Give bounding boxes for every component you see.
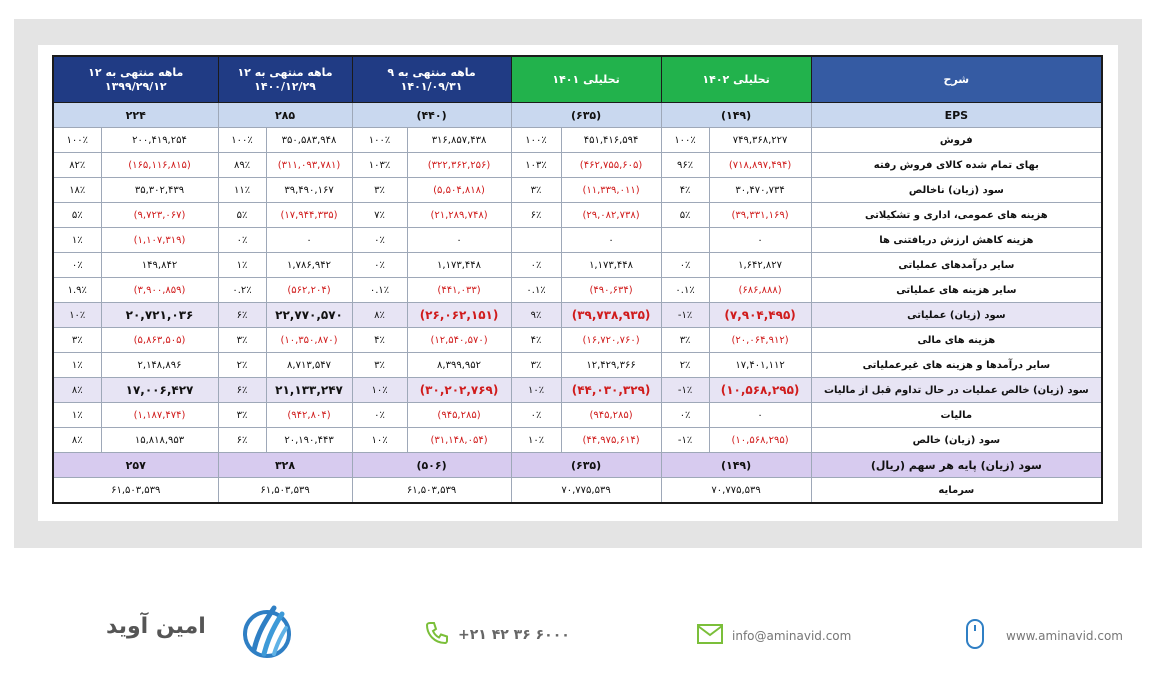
summary-value: ۲۲۴ — [53, 103, 218, 128]
percent-cell: ۵٪ — [661, 203, 709, 228]
value-cell: ۳۰,۴۷۰,۷۳۴ — [709, 178, 811, 203]
summary-value: (۵۰۶) — [352, 453, 511, 478]
row-label: هزینه کاهش ارزش دریافتنی ها — [811, 228, 1102, 253]
value-cell: ۱۵,۸۱۸,۹۵۳ — [101, 428, 218, 453]
value-cell: (۹۴۲,۸۰۴) — [266, 403, 352, 428]
value-cell: (۹,۷۲۳,۰۶۷) — [101, 203, 218, 228]
table-row — [53, 378, 1102, 403]
column-header-desc: شرح — [811, 56, 1102, 103]
value-cell: ۰ — [407, 228, 511, 253]
percent-cell: ۰٪ — [352, 403, 407, 428]
percent-cell: ۰.۱٪ — [661, 278, 709, 303]
row-label: سود (زیان) خالص — [811, 428, 1102, 453]
value-cell: (۱۶,۷۲۰,۷۶۰) — [561, 328, 661, 353]
percent-cell: ۳٪ — [511, 353, 561, 378]
value-cell: ۴۵۱,۴۱۶,۵۹۴ — [561, 128, 661, 153]
summary-value: ۶۱,۵۰۳,۵۳۹ — [352, 478, 511, 504]
value-cell: (۱۷,۹۴۴,۳۳۵) — [266, 203, 352, 228]
percent-cell — [661, 228, 709, 253]
row-label: بهای تمام شده کالای فروش رفته — [811, 153, 1102, 178]
row-label: سود (زیان) ناخالص — [811, 178, 1102, 203]
value-cell: ۳۵۰,۵۸۳,۹۴۸ — [266, 128, 352, 153]
percent-cell: ۸۲٪ — [53, 153, 101, 178]
value-cell: ۲۱,۱۳۳,۲۴۷ — [266, 378, 352, 403]
percent-cell: ۲٪ — [661, 353, 709, 378]
value-cell: (۳۱۱,۰۹۳,۷۸۱) — [266, 153, 352, 178]
logo-text: امین آوید — [106, 614, 206, 639]
value-cell: ۰ — [709, 228, 811, 253]
table-row — [53, 178, 1102, 203]
percent-cell: ۵٪ — [218, 203, 266, 228]
eps-base-row — [53, 453, 1102, 478]
percent-cell: ۳٪ — [352, 353, 407, 378]
table-row — [53, 353, 1102, 378]
table-row — [53, 128, 1102, 153]
percent-cell: ۱٪ — [53, 403, 101, 428]
percent-cell: ۰٪ — [218, 228, 266, 253]
percent-cell: ۹٪ — [511, 303, 561, 328]
percent-cell: ۱۸٪ — [53, 178, 101, 203]
percent-cell — [511, 228, 561, 253]
table-row — [53, 328, 1102, 353]
value-cell: ۳۵,۳۰۲,۴۳۹ — [101, 178, 218, 203]
percent-cell: ۱٪ — [218, 253, 266, 278]
value-cell: (۲۰,۰۶۴,۹۱۲) — [709, 328, 811, 353]
value-cell: ۲۰,۱۹۰,۴۴۳ — [266, 428, 352, 453]
table-row — [53, 403, 1102, 428]
row-label: سود (زیان) عملیاتی — [811, 303, 1102, 328]
value-cell: ۱,۶۴۲,۸۲۷ — [709, 253, 811, 278]
table-row — [53, 153, 1102, 178]
percent-cell: ۱۰٪ — [511, 378, 561, 403]
value-cell: ۳۱۶,۸۵۷,۴۳۸ — [407, 128, 511, 153]
percent-cell: ۱۰٪ — [511, 428, 561, 453]
value-cell: (۲۹,۰۸۲,۷۳۸) — [561, 203, 661, 228]
column-header: ۱۲ ماهه منتهی به ۱۴۰۰/۱۲/۲۹ — [218, 56, 352, 103]
value-cell: (۳۰,۲۰۲,۷۶۹) — [407, 378, 511, 403]
value-cell: ۱۷,۴۰۱,۱۱۲ — [709, 353, 811, 378]
row-label: سرمایه — [811, 478, 1102, 504]
percent-cell: ۹۶٪ — [661, 153, 709, 178]
percent-cell: ۸٪ — [352, 303, 407, 328]
value-cell: ۷۴۹,۳۶۸,۲۲۷ — [709, 128, 811, 153]
value-cell: ۲۰,۷۲۱,۰۳۶ — [101, 303, 218, 328]
value-cell: (۱۶۵,۱۱۶,۸۱۵) — [101, 153, 218, 178]
value-cell: ۲۰۰,۴۱۹,۲۵۴ — [101, 128, 218, 153]
value-cell: (۱,۱۰۷,۳۱۹) — [101, 228, 218, 253]
percent-cell: ۶٪ — [511, 203, 561, 228]
value-cell: (۳۹,۷۳۸,۹۳۵) — [561, 303, 661, 328]
value-cell: (۷,۹۰۴,۴۹۵) — [709, 303, 811, 328]
amin-avid-logo-icon — [240, 602, 294, 666]
percent-cell: ۸٪ — [53, 378, 101, 403]
value-cell: (۴۹۰,۶۳۴) — [561, 278, 661, 303]
percent-cell: ۳٪ — [511, 178, 561, 203]
summary-value: ۷۰,۷۷۵,۵۳۹ — [511, 478, 661, 504]
summary-value: ۷۰,۷۷۵,۵۳۹ — [661, 478, 811, 504]
percent-cell: ۰.۲٪ — [218, 278, 266, 303]
row-label: سایر درآمدها و هزینه های غیرعملیاتی — [811, 353, 1102, 378]
value-cell: (۱۰,۵۶۸,۲۹۵) — [709, 378, 811, 403]
value-cell: ۲۲,۷۷۰,۵۷۰ — [266, 303, 352, 328]
column-header: ۹ ماهه منتهی به ۱۴۰۱/۰۹/۳۱ — [352, 56, 511, 103]
percent-cell: ۰٪ — [661, 403, 709, 428]
value-cell: (۱۲,۵۴۰,۵۷۰) — [407, 328, 511, 353]
percent-cell: ۳٪ — [218, 328, 266, 353]
value-cell: (۱۰,۳۵۰,۸۷۰) — [266, 328, 352, 353]
row-label: سایر درآمدهای عملیاتی — [811, 253, 1102, 278]
percent-cell: ۳٪ — [53, 328, 101, 353]
table-row — [53, 253, 1102, 278]
value-cell: (۳,۹۰۰,۸۵۹) — [101, 278, 218, 303]
mail-icon — [696, 622, 724, 649]
row-label: سایر هزینه های عملیاتی — [811, 278, 1102, 303]
website-contact[interactable] — [964, 618, 1123, 653]
percent-cell: ۰٪ — [661, 253, 709, 278]
percent-cell: ۰٪ — [352, 228, 407, 253]
eps-row — [53, 103, 1102, 128]
percent-cell: ۱۱٪ — [218, 178, 266, 203]
phone-contact[interactable] — [424, 620, 570, 649]
value-cell: (۱,۱۸۷,۴۷۴) — [101, 403, 218, 428]
row-label: سود (زیان) خالص عملیات در حال تداوم قبل از مالیات — [811, 378, 1102, 403]
value-cell: ۱۴۹,۸۴۲ — [101, 253, 218, 278]
value-cell: ۱,۱۷۳,۴۴۸ — [561, 253, 661, 278]
percent-cell: ۸٪ — [53, 428, 101, 453]
value-cell: (۳۱,۱۴۸,۰۵۴) — [407, 428, 511, 453]
percent-cell: ۷٪ — [352, 203, 407, 228]
value-cell: (۴۴,۹۷۵,۶۱۴) — [561, 428, 661, 453]
value-cell: ۰ — [709, 403, 811, 428]
percent-cell: ۴٪ — [352, 328, 407, 353]
table-row — [53, 303, 1102, 328]
value-cell: (۵,۵۰۴,۸۱۸) — [407, 178, 511, 203]
header-row — [53, 56, 1102, 103]
percent-cell: ۳٪ — [352, 178, 407, 203]
mouse-icon — [964, 618, 986, 653]
value-cell: ۱۷,۰۰۶,۴۲۷ — [101, 378, 218, 403]
summary-value: ۶۱,۵۰۳,۵۳۹ — [53, 478, 218, 504]
percent-cell: ۱٪ — [53, 228, 101, 253]
summary-value: ۲۸۵ — [218, 103, 352, 128]
percent-cell: ۸۹٪ — [218, 153, 266, 178]
summary-value: ۶۱,۵۰۳,۵۳۹ — [218, 478, 352, 504]
percent-cell: ۶٪ — [218, 303, 266, 328]
percent-cell: ۱۰۳٪ — [511, 153, 561, 178]
percent-cell: ۱٪ — [53, 353, 101, 378]
percent-cell: ۱۰٪ — [53, 303, 101, 328]
percent-cell: ۲٪ — [218, 353, 266, 378]
value-cell: (۶۸۶,۸۸۸) — [709, 278, 811, 303]
percent-cell: ۰.۱٪ — [511, 278, 561, 303]
value-cell: (۴۴,۰۳۰,۳۲۹) — [561, 378, 661, 403]
percent-cell: -۱٪ — [661, 303, 709, 328]
percent-cell: ۱۰۰٪ — [511, 128, 561, 153]
summary-value: (۱۴۹) — [661, 453, 811, 478]
percent-cell: ۱۰٪ — [352, 378, 407, 403]
website-url: www.aminavid.com — [1006, 628, 1123, 643]
percent-cell: ۱۰۰٪ — [218, 128, 266, 153]
value-cell: (۵۶۲,۲۰۴) — [266, 278, 352, 303]
percent-cell: ۶٪ — [218, 378, 266, 403]
percent-cell: ۱۰۰٪ — [352, 128, 407, 153]
value-cell: ۸,۷۱۳,۵۴۷ — [266, 353, 352, 378]
value-cell: ۰ — [266, 228, 352, 253]
percent-cell: ۱۰۰٪ — [53, 128, 101, 153]
value-cell: (۴۶۲,۷۵۵,۶۰۵) — [561, 153, 661, 178]
email-address: info@aminavid.com — [732, 628, 852, 643]
percent-cell: ۰٪ — [511, 253, 561, 278]
value-cell: (۵,۸۶۳,۵۰۵) — [101, 328, 218, 353]
percent-cell: ۳٪ — [218, 403, 266, 428]
row-label: EPS — [811, 103, 1102, 128]
percent-cell: ۱۰۳٪ — [352, 153, 407, 178]
percent-cell: ۰.۱٪ — [352, 278, 407, 303]
report-card — [38, 45, 1118, 521]
percent-cell: ۰٪ — [53, 253, 101, 278]
summary-value: ۳۲۸ — [218, 453, 352, 478]
percent-cell: ۰٪ — [352, 253, 407, 278]
capital-row — [53, 478, 1102, 504]
row-label: هزینه های مالی — [811, 328, 1102, 353]
value-cell: ۱۲,۴۲۹,۳۶۶ — [561, 353, 661, 378]
summary-value: (۶۳۵) — [511, 453, 661, 478]
summary-value: ۲۵۷ — [53, 453, 218, 478]
value-cell: ۱,۱۷۳,۴۴۸ — [407, 253, 511, 278]
value-cell: (۳۲۲,۳۶۲,۲۵۶) — [407, 153, 511, 178]
value-cell: (۹۴۵,۲۸۵) — [407, 403, 511, 428]
phone-icon — [424, 620, 450, 649]
percent-cell: ۱۰٪ — [352, 428, 407, 453]
row-label: سود (زیان) پایه هر سهم (ریال) — [811, 453, 1102, 478]
row-label: مالیات — [811, 403, 1102, 428]
email-contact[interactable] — [696, 622, 851, 649]
footer — [0, 590, 1176, 680]
table-row — [53, 203, 1102, 228]
value-cell: (۱۰,۵۶۸,۲۹۵) — [709, 428, 811, 453]
percent-cell: ۱۰۰٪ — [661, 128, 709, 153]
column-header: ۱۲ ماهه منتهی به ۱۳۹۹/۲۹/۱۲ — [53, 56, 218, 103]
column-header: تحلیلی ۱۴۰۱ — [511, 56, 661, 103]
percent-cell: ۵٪ — [53, 203, 101, 228]
value-cell: (۲۶,۰۶۲,۱۵۱) — [407, 303, 511, 328]
value-cell: ۱,۷۸۶,۹۴۲ — [266, 253, 352, 278]
value-cell: (۲۱,۲۸۹,۷۴۸) — [407, 203, 511, 228]
summary-value: (۶۳۵) — [511, 103, 661, 128]
table-row — [53, 228, 1102, 253]
percent-cell: -۱٪ — [661, 428, 709, 453]
value-cell: ۸,۳۹۹,۹۵۲ — [407, 353, 511, 378]
value-cell: ۲,۱۴۸,۸۹۶ — [101, 353, 218, 378]
percent-cell: ۰٪ — [511, 403, 561, 428]
percent-cell: ۴٪ — [511, 328, 561, 353]
percent-cell: ۱.۹٪ — [53, 278, 101, 303]
value-cell: (۹۴۵,۲۸۵) — [561, 403, 661, 428]
table-row — [53, 278, 1102, 303]
percent-cell: ۶٪ — [218, 428, 266, 453]
percent-cell: ۳٪ — [661, 328, 709, 353]
value-cell: ۰ — [561, 228, 661, 253]
financial-table — [52, 55, 1103, 504]
phone-number: +۲۱ ۴۲ ۳۶ ۶۰۰۰ — [458, 626, 570, 643]
value-cell: ۳۹,۴۹۰,۱۶۷ — [266, 178, 352, 203]
report-frame — [14, 19, 1142, 548]
row-label: فروش — [811, 128, 1102, 153]
summary-value: (۱۴۹) — [661, 103, 811, 128]
value-cell: (۱۱,۳۳۹,۰۱۱) — [561, 178, 661, 203]
table-row — [53, 428, 1102, 453]
percent-cell: ۴٪ — [661, 178, 709, 203]
value-cell: (۷۱۸,۸۹۷,۴۹۴) — [709, 153, 811, 178]
summary-value: (۴۴۰) — [352, 103, 511, 128]
value-cell: (۳۹,۳۳۱,۱۶۹) — [709, 203, 811, 228]
value-cell: (۴۴۱,۰۳۳) — [407, 278, 511, 303]
column-header: تحلیلی ۱۴۰۲ — [661, 56, 811, 103]
row-label: هزینه های عمومی، اداری و تشکیلاتی — [811, 203, 1102, 228]
percent-cell: -۱٪ — [661, 378, 709, 403]
